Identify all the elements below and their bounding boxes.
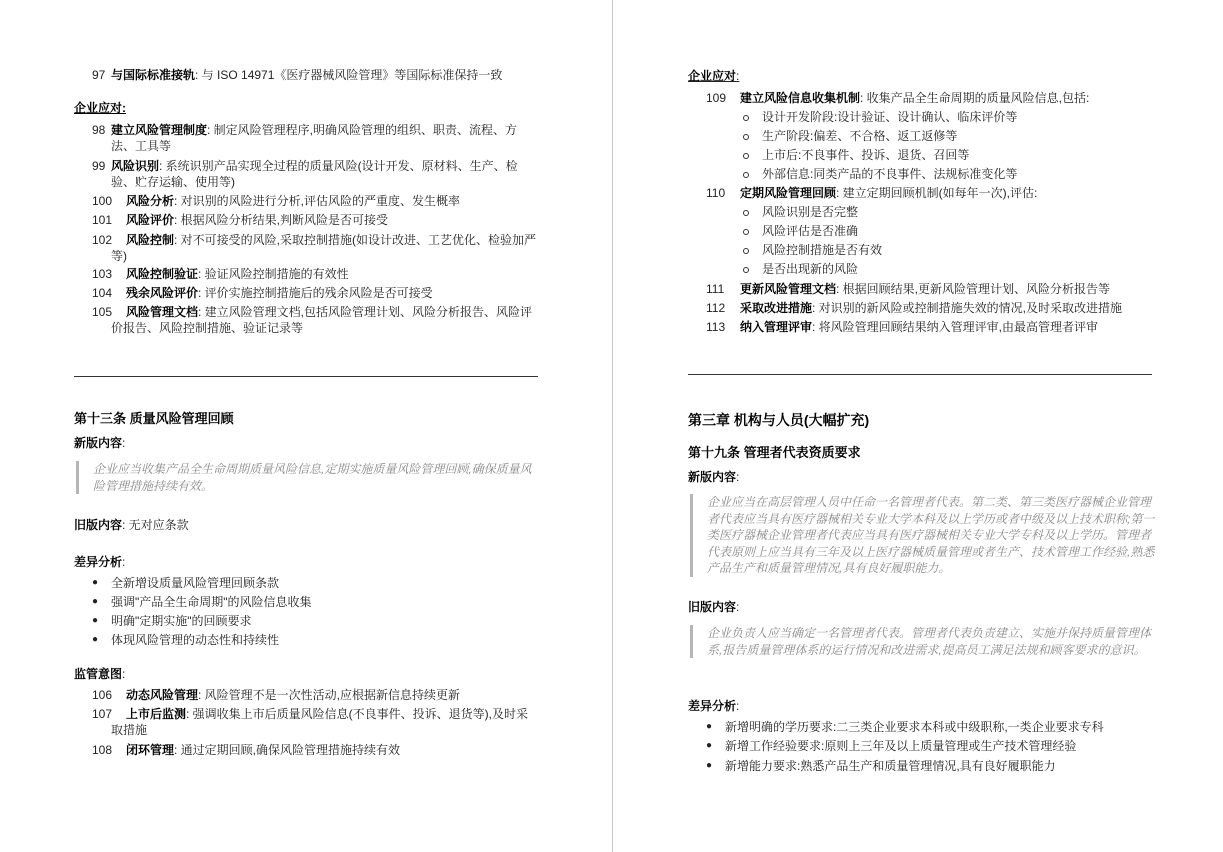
sub-item: 设计开发阶段:设计验证、设计确认、临床评价等 <box>762 110 1018 124</box>
item-text: : 将风险管理回顾结果纳入管理评审,由最高管理者评审 <box>812 320 1099 334</box>
item-text: : 对识别的风险进行分析,评估风险的严重度、发生概率 <box>174 194 461 208</box>
list-item <box>111 706 538 738</box>
label: 旧版内容 <box>688 600 737 614</box>
sub-item: 风险评估是否准确 <box>762 224 859 238</box>
circle-bullet-icon <box>743 134 749 140</box>
diff-label: 差异分析: <box>688 699 740 713</box>
item-term: 闭环管理 <box>126 743 175 757</box>
item-term: 建立风险信息收集机制 <box>740 91 861 105</box>
item-text: : 对不可接受的风险,采取控制措施(如设计改进、工艺优化、检验加严等) <box>111 233 537 263</box>
diff-label: 差异分析: <box>74 555 126 569</box>
item-term: 更新风险管理文档 <box>740 282 837 296</box>
sub-item: 外部信息:同类产品的不良事件、法规标准变化等 <box>762 167 1018 181</box>
item-term: 建立风险管理制度 <box>111 123 208 137</box>
section-divider <box>688 374 1152 375</box>
item-text: : 建立风险管理文档,包括风险管理计划、风险分析报告、风险评价报告、风险控制措施、验证记录等 <box>111 305 533 335</box>
circle-bullet-icon <box>743 229 749 235</box>
chapter-title: 第三章 机构与人员(大幅扩充) <box>688 412 870 428</box>
circle-bullet-icon <box>743 153 749 159</box>
bullet-icon: ● <box>706 740 713 751</box>
item-number: 110 <box>706 186 726 200</box>
label: 监管意图 <box>74 667 123 681</box>
item-number: 104 <box>92 286 113 300</box>
bullet-icon: ● <box>92 615 99 626</box>
item-number: 102 <box>92 233 113 247</box>
item-term: 风险控制验证 <box>126 267 199 281</box>
item-term: 风险分析 <box>126 194 175 208</box>
item-term: 上市后监测 <box>126 707 187 721</box>
item-term: 残余风险评价 <box>126 286 199 300</box>
sub-item: 风险识别是否完整 <box>762 205 859 219</box>
item-term: 纳入管理评审 <box>740 320 813 334</box>
item-text: : 通过定期回顾,确保风险管理措施持续有效 <box>174 743 401 757</box>
bullet-item: 明确"定期实施"的回顾要求 <box>111 614 252 628</box>
item-text: : 评价实施控制措施后的残余风险是否可接受 <box>198 286 433 300</box>
list-item <box>740 185 1152 201</box>
old-version-text: : 无对应条款 <box>122 518 189 532</box>
list-item <box>111 285 538 301</box>
item-number: 112 <box>706 301 726 315</box>
item-text: : 根据回顾结果,更新风险管理计划、风险分析报告等 <box>836 282 1111 296</box>
bullet-item: 新增能力要求:熟悉产品生产和质量管理情况,具有良好履职能力 <box>725 759 1056 773</box>
item-number: 108 <box>92 743 113 757</box>
item-text: : 建立定期回顾机制(如每年一次),评估: <box>836 186 1038 200</box>
new-version-quote: 企业应当收集产品全生命周期质量风险信息,定期实施质量风险管理回顾,确保质量风险管理措施持续有效。 <box>76 461 543 494</box>
list-item <box>111 158 538 190</box>
list-item <box>111 304 538 336</box>
circle-bullet-icon <box>743 210 749 216</box>
label: 差异分析 <box>688 699 737 713</box>
list-item <box>111 193 538 209</box>
bullet-icon: ● <box>92 634 99 645</box>
item-number: 101 <box>92 213 113 227</box>
list-item <box>111 742 538 758</box>
item-number: 103 <box>92 267 113 281</box>
item-text: : 强调收集上市后质量风险信息(不良事件、投诉、退货等),及时采取措施 <box>111 707 529 737</box>
circle-bullet-icon <box>743 267 749 273</box>
bullet-icon: ● <box>92 596 99 607</box>
item-text: : 制定风险管理程序,明确风险管理的组织、职责、流程、方法、工具等 <box>111 123 518 153</box>
item-term: 动态风险管理 <box>126 688 199 702</box>
item-text: : 对识别的新风险或控制措施失效的情况,及时采取改进措施 <box>812 301 1123 315</box>
list-item <box>111 122 538 154</box>
section-divider <box>74 376 538 377</box>
item-text: : 验证风险控制措施的有效性 <box>198 267 349 281</box>
article-title: 第十九条 管理者代表资质要求 <box>688 445 861 460</box>
old-version-line <box>74 517 189 533</box>
old-version-quote: 企业负责人应当确定一名管理者代表。管理者代表负责建立、实施并保持质量管理体系,报告质量管理体系的运行情况和改进需求,提高员工满足法规和顾客要求的意识。 <box>690 625 1157 658</box>
list-item <box>111 687 538 703</box>
item-term: 风险评价 <box>126 213 175 227</box>
item-text: : 与 ISO 14971《医疗器械风险管理》等国际标准保持一致 <box>195 68 503 82</box>
item-number: 113 <box>706 320 726 334</box>
bullet-icon: ● <box>706 721 713 732</box>
list-item <box>111 212 538 228</box>
list-item <box>740 319 1152 335</box>
item-number: 107 <box>92 707 113 721</box>
item-number: 109 <box>706 91 727 105</box>
item-number: 105 <box>92 305 113 319</box>
item-term: 风险管理文档 <box>126 305 199 319</box>
new-version-label: 新版内容: <box>688 470 740 484</box>
label: 新版内容 <box>688 470 737 484</box>
item-number: 106 <box>92 688 113 702</box>
item-term: 与国际标准接轨 <box>111 68 196 82</box>
item-term: 风险识别 <box>111 159 160 173</box>
list-item <box>111 232 538 264</box>
circle-bullet-icon <box>743 172 749 178</box>
bullet-icon: ● <box>706 760 713 771</box>
item-number: 111 <box>706 282 725 296</box>
circle-bullet-icon <box>743 115 749 121</box>
item-number: 97 <box>92 68 106 82</box>
bullet-icon: ● <box>92 577 99 588</box>
item-number: 99 <box>92 159 106 173</box>
list-item <box>740 90 1152 106</box>
item-text: : 系统识别产品实现全过程的质量风险(设计开发、原材料、生产、检验、贮存运输、使用等) <box>111 159 518 189</box>
bullet-item: 强调"产品全生命周期"的风险信息收集 <box>111 595 312 609</box>
circle-bullet-icon <box>743 248 749 254</box>
list-item <box>111 67 538 83</box>
list-item <box>111 266 538 282</box>
label: 旧版内容 <box>74 518 123 532</box>
list-item <box>740 281 1152 297</box>
sub-item: 上市后:不良事件、投诉、退货、召回等 <box>762 148 970 162</box>
intent-label: 监管意图: <box>74 667 126 681</box>
response-label: 企业应对: <box>688 69 740 83</box>
item-text: : 风险管理不是一次性活动,应根据新信息持续更新 <box>198 688 461 702</box>
sub-item: 是否出现新的风险 <box>762 262 859 276</box>
item-text: : 根据风险分析结果,判断风险是否可接受 <box>174 213 389 227</box>
label: 企业应对 <box>688 69 737 83</box>
item-term: 定期风险管理回顾 <box>740 186 837 200</box>
bullet-item: 新增明确的学历要求:二三类企业要求本科或中级职称,一类企业要求专科 <box>725 720 1104 734</box>
sub-item: 生产阶段:偏差、不合格、返工返修等 <box>762 129 958 143</box>
list-item <box>740 300 1152 316</box>
old-version-label: 旧版内容: <box>688 600 740 614</box>
response-label: 企业应对: <box>74 101 126 115</box>
new-version-label: 新版内容: <box>74 436 126 450</box>
bullet-item: 体现风险管理的动态性和持续性 <box>111 633 280 647</box>
label: 新版内容 <box>74 436 123 450</box>
bullet-item: 新增工作经验要求:原则上三年及以上质量管理或生产技术管理经验 <box>725 739 1077 753</box>
item-number: 98 <box>92 123 106 137</box>
bullet-item: 全新增设质量风险管理回顾条款 <box>111 576 280 590</box>
article-title: 第十三条 质量风险管理回顾 <box>74 411 234 426</box>
item-term: 采取改进措施 <box>740 301 813 315</box>
new-version-quote: 企业应当在高层管理人员中任命一名管理者代表。第二类、第三类医疗器械企业管理者代表应当具有医疗器械相关专业大学本科及以上学历或者中级及以上技术职称;第一类医疗器械企业管理者代表应当具有医疗器械相关专业大学专科及以上学历。管理者代表原则上应当具有三年及以上医疗器械质量管理或者生产、技术管理工作经验,熟悉产品生产和质量管理情况,具有良好履职能力。 <box>690 494 1157 577</box>
sub-item: 风险控制措施是否有效 <box>762 243 883 257</box>
item-number: 100 <box>92 194 113 208</box>
page-divider <box>612 0 613 852</box>
item-text: : 收集产品全生命周期的质量风险信息,包括: <box>860 91 1090 105</box>
item-term: 风险控制 <box>126 233 175 247</box>
label: 差异分析 <box>74 555 123 569</box>
